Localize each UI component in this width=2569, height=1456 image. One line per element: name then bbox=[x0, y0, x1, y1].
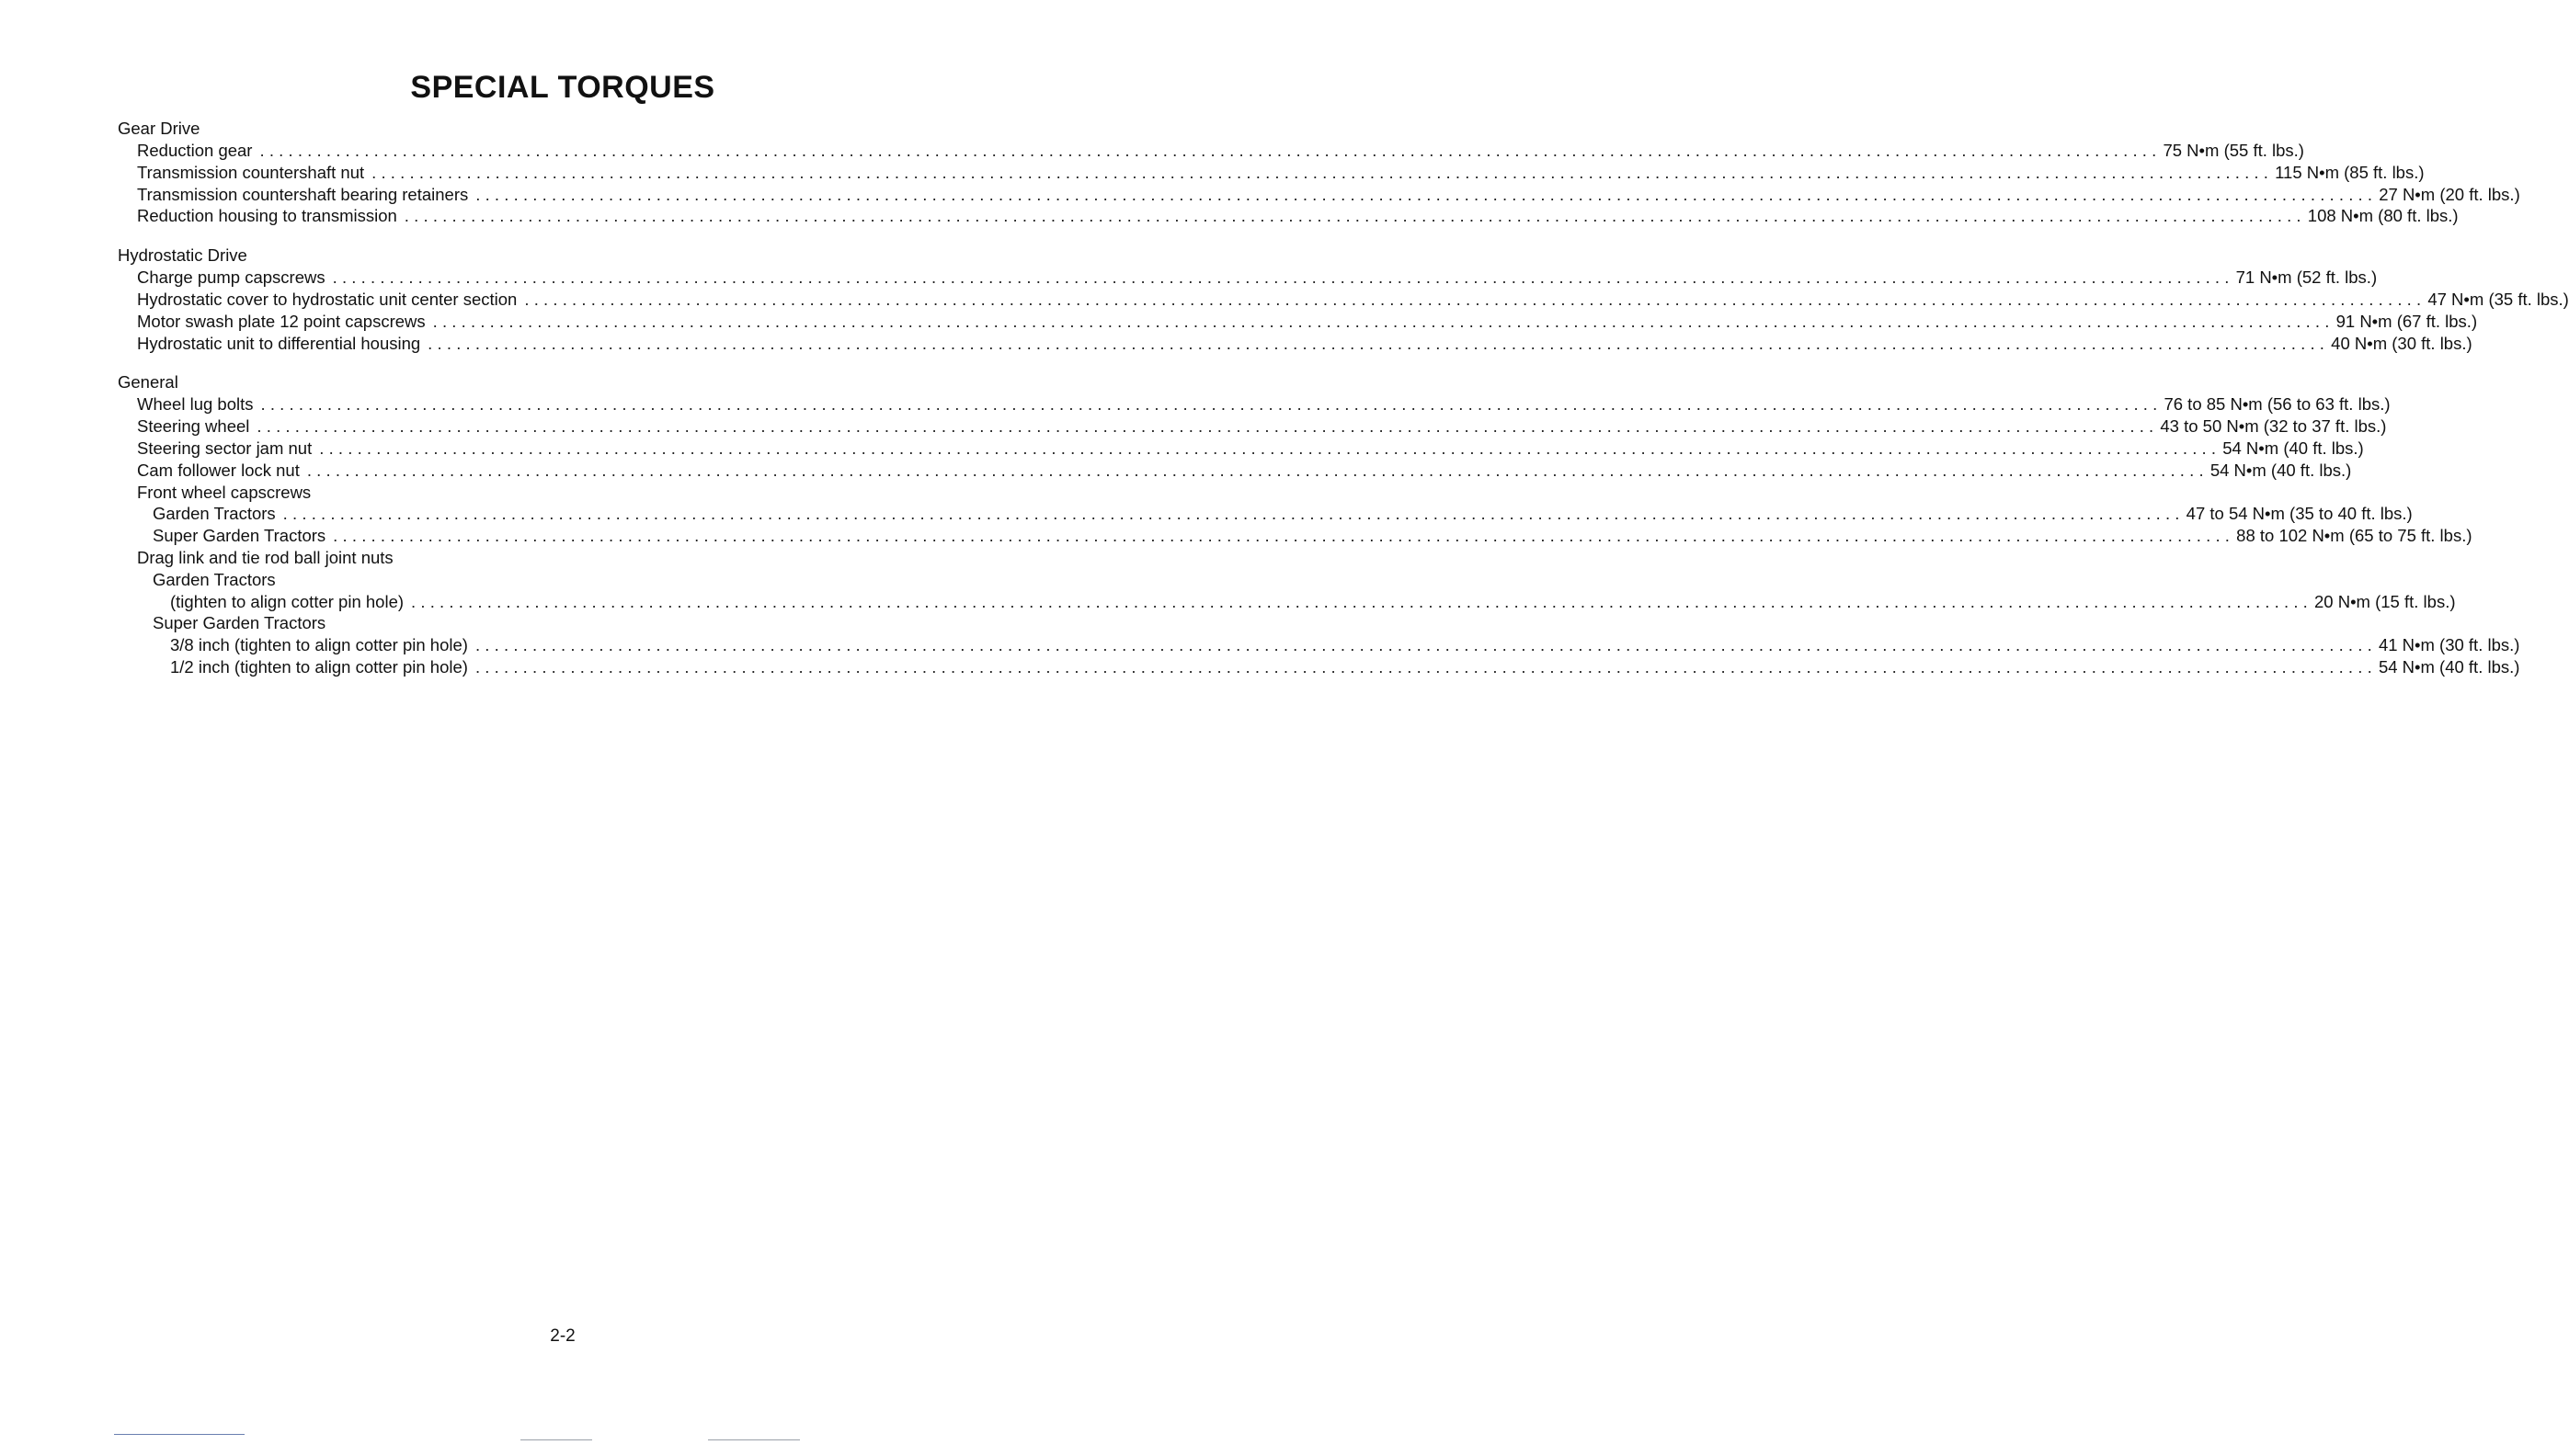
spec-label: Super Garden Tractors bbox=[153, 613, 326, 633]
spec-value: 47 N•m (35 ft. lbs.) bbox=[2427, 289, 2569, 309]
spec-label: 1/2 inch (tighten to align cotter pin hole) bbox=[170, 656, 468, 677]
spec-value: 54 N•m (40 ft. lbs.) bbox=[2378, 656, 2520, 677]
spec-value: 108 N•m (80 ft. lbs.) bbox=[2307, 206, 2459, 226]
spec-row bbox=[118, 333, 2472, 355]
spec-label: (tighten to align cotter pin hole) bbox=[170, 591, 405, 611]
spec-value: 91 N•m (67 ft. lbs.) bbox=[2335, 311, 2478, 331]
spec-value: 76 to 85 N•m (56 to 63 ft. lbs.) bbox=[2164, 394, 2391, 415]
spec-subheading bbox=[118, 547, 997, 569]
dot-leader: ........................................................................................................................................................................................................ bbox=[332, 267, 2234, 288]
spec-label: Front wheel capscrews bbox=[137, 482, 312, 502]
spec-row bbox=[118, 393, 2391, 415]
spec-row bbox=[118, 460, 2352, 482]
spec-row bbox=[118, 184, 2520, 206]
spec-row bbox=[118, 503, 2413, 525]
dot-leader: ........................................................................................................................................................................................................ bbox=[404, 206, 2306, 226]
dot-leader: ........................................................................................................................................................................................................ bbox=[333, 526, 2235, 546]
spec-row bbox=[118, 162, 2425, 184]
dot-leader: ........................................................................................................................................................................................................ bbox=[524, 289, 2426, 309]
spec-value: 41 N•m (30 ft. lbs.) bbox=[2378, 635, 2520, 655]
dot-leader: ........................................................................................................................................................................................................ bbox=[475, 184, 2378, 204]
spec-label: Cam follower lock nut bbox=[137, 460, 300, 480]
spec-value: 54 N•m (40 ft. lbs.) bbox=[2209, 460, 2352, 480]
spec-subheading bbox=[118, 482, 997, 504]
dot-leader: ........................................................................................................................................................................................................ bbox=[319, 438, 2221, 458]
spec-row bbox=[118, 591, 2456, 613]
spec-value: 54 N•m (40 ft. lbs.) bbox=[2222, 438, 2364, 458]
spec-row bbox=[118, 656, 2520, 678]
scan-artifact-line bbox=[114, 1434, 245, 1435]
spec-value: 75 N•m (55 ft. lbs.) bbox=[2163, 141, 2304, 160]
dot-leader: ........................................................................................................................................................................................................ bbox=[371, 162, 2274, 182]
dot-leader: ........................................................................................................................................................................................................ bbox=[432, 311, 2335, 331]
dot-leader: ........................................................................................................................................................................................................ bbox=[259, 141, 2162, 160]
dot-leader: ........................................................................................................................................................................................................ bbox=[411, 591, 2312, 611]
spec-label: Wheel lug bolts bbox=[137, 394, 254, 415]
spec-label: Drag link and tie rod ball joint nuts bbox=[137, 547, 394, 567]
page-number: 2-2 bbox=[550, 1326, 576, 1346]
spec-value: 40 N•m (30 ft. lbs.) bbox=[2331, 333, 2472, 353]
spec-label: Steering wheel bbox=[137, 416, 250, 437]
spec-row bbox=[118, 205, 2459, 227]
spec-row bbox=[118, 140, 2304, 162]
spec-row bbox=[118, 438, 2364, 460]
spec-label: Super Garden Tractors bbox=[153, 526, 326, 546]
spec-row bbox=[118, 311, 2478, 333]
section-hydrostatic-drive bbox=[118, 245, 2569, 354]
spec-value: 47 to 54 N•m (35 to 40 ft. lbs.) bbox=[2186, 504, 2413, 524]
spec-label: Reduction gear bbox=[137, 141, 253, 160]
spec-value: 115 N•m (85 ft. lbs.) bbox=[2275, 162, 2425, 182]
spec-label: 3/8 inch (tighten to align cotter pin hole) bbox=[170, 635, 468, 655]
section-heading: Hydrostatic Drive bbox=[118, 245, 247, 266]
scan-artifact-line bbox=[520, 1439, 592, 1440]
spec-row bbox=[118, 525, 2472, 547]
spec-label: Hydrostatic unit to differential housing bbox=[137, 333, 421, 353]
spec-label: Steering sector jam nut bbox=[137, 438, 313, 458]
spec-label: Transmission countershaft nut bbox=[137, 162, 365, 182]
dot-leader: ........................................................................................................................................................................................................ bbox=[428, 333, 2330, 353]
spec-value: 71 N•m (52 ft. lbs.) bbox=[2235, 267, 2378, 288]
dot-leader: ........................................................................................................................................................................................................ bbox=[306, 460, 2209, 480]
spec-subheading bbox=[118, 612, 997, 634]
page-title: SPECIAL TORQUES bbox=[410, 70, 715, 105]
spec-label: Motor swash plate 12 point capscrews bbox=[137, 311, 426, 331]
spec-label: Garden Tractors bbox=[153, 569, 276, 589]
section-general bbox=[118, 371, 2520, 677]
section-heading: General bbox=[118, 372, 178, 392]
dot-leader: ........................................................................................................................................................................................................ bbox=[474, 635, 2377, 655]
section-heading: Gear Drive bbox=[118, 119, 200, 138]
dot-leader: ........................................................................................................................................................................................................ bbox=[260, 394, 2163, 415]
spec-value: 20 N•m (15 ft. lbs.) bbox=[2314, 591, 2456, 611]
spec-row bbox=[118, 267, 2378, 289]
spec-row bbox=[118, 634, 2520, 656]
spec-label: Hydrostatic cover to hydrostatic unit center section bbox=[137, 289, 518, 309]
dot-leader: ........................................................................................................................................................................................................ bbox=[474, 656, 2377, 677]
spec-value: 43 to 50 N•m (32 to 37 ft. lbs.) bbox=[2160, 416, 2387, 437]
spec-row bbox=[118, 289, 2569, 311]
spec-row bbox=[118, 415, 2387, 438]
spec-label: Garden Tractors bbox=[153, 504, 276, 524]
spec-value: 27 N•m (20 ft. lbs.) bbox=[2379, 184, 2520, 204]
spec-value: 88 to 102 N•m (65 to 75 ft. lbs.) bbox=[2236, 526, 2472, 546]
section-gear-drive bbox=[118, 118, 2520, 227]
dot-leader: ........................................................................................................................................................................................................ bbox=[257, 416, 2159, 437]
spec-label: Reduction housing to transmission bbox=[137, 206, 397, 226]
spec-label: Transmission countershaft bearing retainers bbox=[137, 184, 469, 204]
torque-specifications bbox=[118, 118, 2569, 696]
scan-artifact-line bbox=[708, 1439, 800, 1440]
dot-leader: ........................................................................................................................................................................................................ bbox=[282, 504, 2185, 524]
spec-subheading bbox=[118, 569, 997, 591]
spec-label: Charge pump capscrews bbox=[137, 267, 325, 288]
